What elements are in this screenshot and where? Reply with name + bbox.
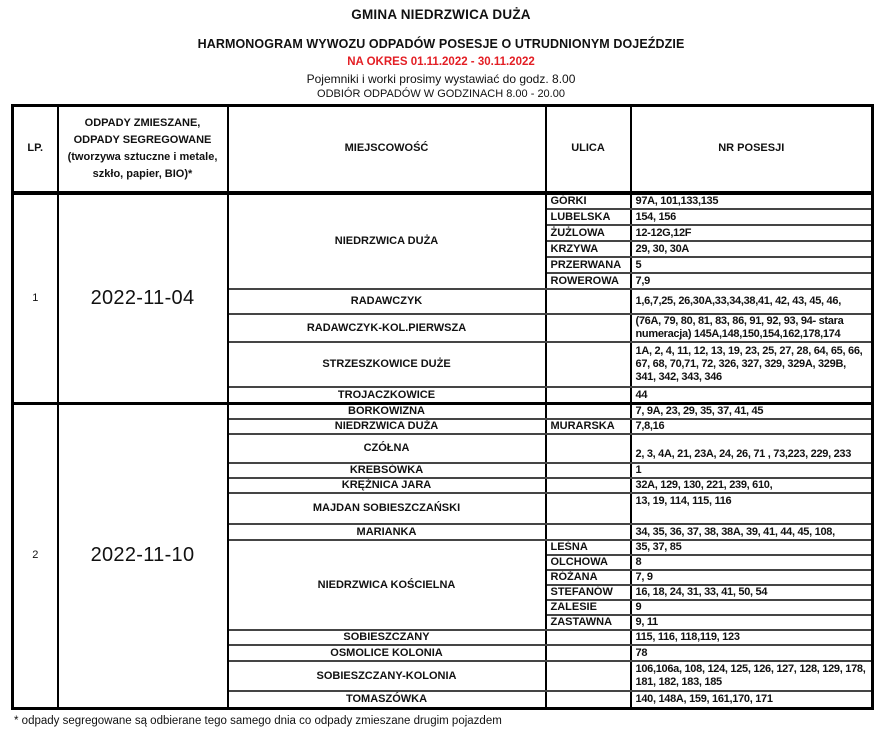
ulica-cell: PRZERWANA	[546, 257, 631, 273]
ulica-cell	[546, 463, 631, 478]
ulica-cell	[546, 314, 631, 342]
schedule-table	[11, 104, 874, 710]
ulica-cell: KRZYWA	[546, 241, 631, 257]
document-header	[0, 0, 882, 100]
miejscowosc-cell: KREBSÓWKA	[228, 463, 546, 478]
ulica-cell: ROWEROWA	[546, 273, 631, 289]
page-subtitle: HARMONOGRAM WYWOZU ODPADÓW POSESJE O UTRUDNIONYM DOJEŹDZIE	[197, 37, 685, 51]
nr-posesji-cell: 7, 9A, 23, 29, 35, 37, 41, 45	[631, 404, 873, 420]
ulica-cell: ZASTAWNA	[546, 615, 631, 630]
ulica-cell	[546, 691, 631, 708]
column-header-miejscowosc: MIEJSCOWOŚĆ	[228, 106, 546, 194]
table-row	[13, 404, 873, 420]
miejscowosc-cell: KRĘŻNICA JARA	[228, 478, 546, 493]
column-header-nr-posesji: NR POSESJI	[631, 106, 873, 194]
miejscowosc-cell: RADAWCZYK	[228, 289, 546, 314]
ulica-cell: STEFANÓW	[546, 585, 631, 600]
nr-posesji-cell: 78	[631, 645, 873, 661]
ulica-cell	[546, 342, 631, 387]
pickup-hours-note: ODBIÓR ODPADÓW W GODZINACH 8.00 - 20.00	[317, 88, 565, 100]
ulica-cell	[546, 493, 631, 524]
nr-posesji-cell: 12-12G,12F	[631, 225, 873, 241]
nr-posesji-cell: 16, 18, 24, 31, 33, 41, 50, 54	[631, 585, 873, 600]
ulica-cell: MURARSKA	[546, 419, 631, 434]
nr-posesji-cell: 1,6,7,25, 26,30A,33,34,38,41, 42, 43, 45, 46,	[631, 289, 873, 314]
nr-posesji-cell: 7, 9	[631, 570, 873, 585]
ulica-cell: OLCHOWA	[546, 555, 631, 570]
miejscowosc-cell: BORKOWIZNA	[228, 404, 546, 420]
lp-cell: 1	[13, 193, 58, 404]
miejscowosc-cell: OSMOLICE KOLONIA	[228, 645, 546, 661]
footnote: * odpady segregowane są odbierane tego samego dnia co odpady zmieszane drugim pojazdem	[14, 714, 502, 727]
nr-posesji-cell: 9	[631, 600, 873, 615]
miejscowosc-cell: MARIANKA	[228, 524, 546, 540]
nr-posesji-cell: (76A, 79, 80, 81, 83, 86, 91, 92, 93, 94- stara numeracja) 145A,148,150,154,162,178,174	[631, 314, 873, 342]
miejscowosc-cell: NIEDRZWICA DUŻA	[228, 419, 546, 434]
table-row	[13, 193, 873, 209]
ulica-cell: ZALESIE	[546, 600, 631, 615]
nr-posesji-cell: 35, 37, 85	[631, 540, 873, 555]
nr-posesji-cell: 1A, 2, 4, 11, 12, 13, 19, 23, 25, 27, 28, 64, 65, 66, 67, 68, 70,71, 72, 326, 327, 329, 329A, 329B, 341, 342, 343, 346	[631, 342, 873, 387]
nr-posesji-cell: 2, 3, 4A, 21, 23A, 24, 26, 71 , 73,223, 229, 233	[631, 434, 873, 463]
ulica-cell: ŻUŻLOWA	[546, 225, 631, 241]
miejscowosc-cell: STRZESZKOWICE DUŻE	[228, 342, 546, 387]
table-header-row	[13, 106, 873, 194]
nr-posesji-cell: 9, 11	[631, 615, 873, 630]
miejscowosc-cell: SOBIESZCZANY	[228, 630, 546, 645]
miejscowosc-cell: TOMASZÓWKA	[228, 691, 546, 708]
ulica-cell	[546, 387, 631, 404]
column-header-ulica: ULICA	[546, 106, 631, 194]
ulica-cell: GÓRKI	[546, 193, 631, 209]
ulica-cell	[546, 524, 631, 540]
ulica-cell: RÓŻANA	[546, 570, 631, 585]
nr-posesji-cell: 140, 148A, 159, 161,170, 171	[631, 691, 873, 708]
lp-cell: 2	[13, 404, 58, 709]
nr-posesji-cell: 97A, 101,133,135	[631, 193, 873, 209]
date-cell: 2022-11-04	[58, 193, 228, 404]
nr-posesji-cell: 34, 35, 36, 37, 38, 38A, 39, 41, 44, 45, 108,	[631, 524, 873, 540]
column-header-odpady: ODPADY ZMIESZANE, ODPADY SEGREGOWANE (tworzywa sztuczne i metale, szkło, papier, BIO)*	[58, 106, 228, 194]
nr-posesji-cell: 8	[631, 555, 873, 570]
nr-posesji-cell: 106,106a, 108, 124, 125, 126, 127, 128, 129, 178, 181, 182, 183, 185	[631, 661, 873, 691]
containers-note: Pojemniki i worki prosimy wystawiać do godz. 8.00	[306, 72, 576, 86]
nr-posesji-cell: 32A, 129, 130, 221, 239, 610,	[631, 478, 873, 493]
ulica-cell: LEŚNA	[546, 540, 631, 555]
nr-posesji-cell: 154, 156	[631, 209, 873, 225]
miejscowosc-cell: MAJDAN SOBIESZCZAŃSKI	[228, 493, 546, 524]
column-header-lp: LP.	[13, 106, 58, 194]
ulica-cell	[546, 661, 631, 691]
ulica-cell	[546, 289, 631, 314]
date-cell: 2022-11-10	[58, 404, 228, 709]
miejscowosc-cell: CZÓŁNA	[228, 434, 546, 463]
period-text: NA OKRES 01.11.2022 - 30.11.2022	[347, 56, 535, 68]
miejscowosc-cell: SOBIESZCZANY-KOLONIA	[228, 661, 546, 691]
miejscowosc-cell: NIEDRZWICA DUŻA	[228, 193, 546, 289]
page-title: GMINA NIEDRZWICA DUŻA	[351, 7, 531, 22]
nr-posesji-cell: 115, 116, 118,119, 123	[631, 630, 873, 645]
miejscowosc-cell: RADAWCZYK-KOL.PIERWSZA	[228, 314, 546, 342]
ulica-cell	[546, 434, 631, 463]
nr-posesji-cell: 1	[631, 463, 873, 478]
nr-posesji-cell: 7,9	[631, 273, 873, 289]
nr-posesji-cell: 29, 30, 30A	[631, 241, 873, 257]
nr-posesji-cell: 44	[631, 387, 873, 404]
ulica-cell	[546, 404, 631, 420]
nr-posesji-cell: 7,8,16	[631, 419, 873, 434]
miejscowosc-cell: NIEDRZWICA KOŚCIELNA	[228, 540, 546, 630]
nr-posesji-cell: 13, 19, 114, 115, 116	[631, 493, 873, 524]
ulica-cell	[546, 645, 631, 661]
ulica-cell	[546, 630, 631, 645]
nr-posesji-cell: 5	[631, 257, 873, 273]
ulica-cell: LUBELSKA	[546, 209, 631, 225]
ulica-cell	[546, 478, 631, 493]
miejscowosc-cell: TROJACZKOWICE	[228, 387, 546, 404]
